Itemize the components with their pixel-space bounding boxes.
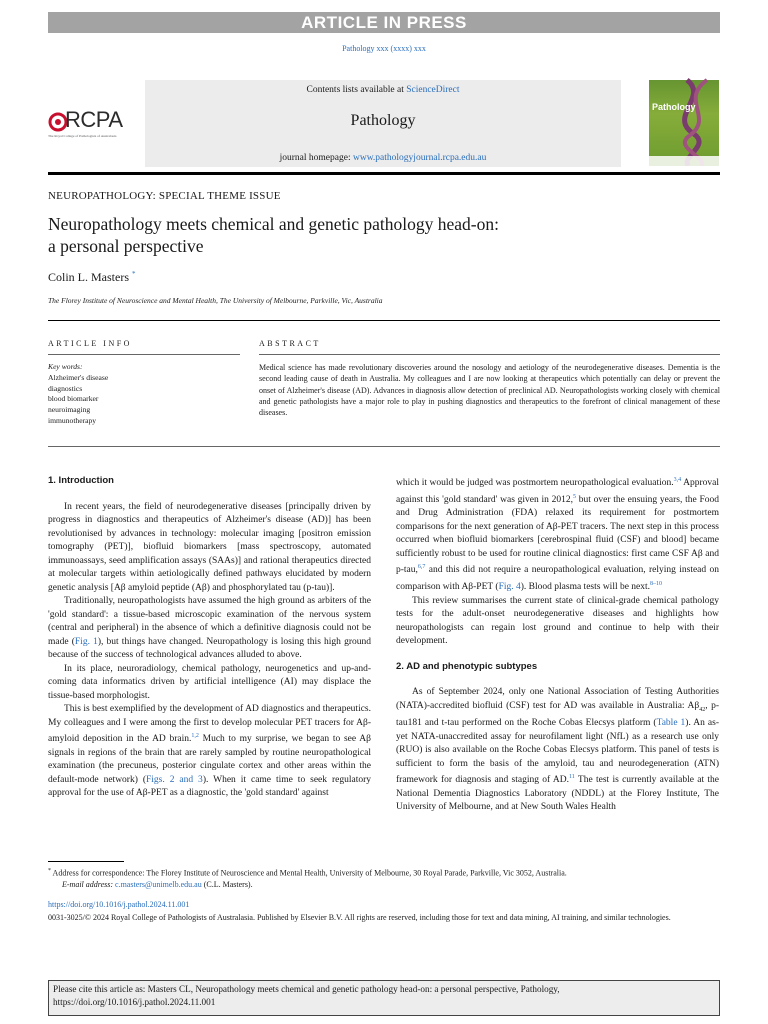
contents-line [145,85,621,95]
body-column-left [48,474,371,801]
author-affiliation: The Florey Institute of Neuroscience and Mental Health, The University of Melbourne, Parkville, Vic, Australia [48,296,383,305]
homepage-link[interactable]: www.pathologyjournal.rcpa.edu.au [352,153,487,163]
dna-helix-icon [649,72,719,166]
title-line-2: a personal perspective [48,236,204,256]
author-line [48,270,136,285]
footnote-divider [48,861,124,862]
masthead-center-panel [145,80,621,167]
figures-2-3-link[interactable]: Figs. 2 and 3 [146,774,203,785]
citation-link[interactable]: 8–10 [650,580,663,587]
keyword-item: immunotherapy [48,415,97,425]
rcpa-logo-subtitle: The Royal College of Pathologists of Australasia [48,134,117,138]
citation-link[interactable]: 3,4 [673,477,682,483]
paragraph: In its place, neuroradiology, chemical pathology, neurogenetics and up-and-coming data informatics driven by artificial intelligence (AI) may displace the tissue-based morphologist. [48,663,371,701]
doi-block [48,899,720,924]
sciencedirect-link[interactable]: ScienceDirect [406,85,460,95]
section-1-heading: 1. Introduction [48,475,114,486]
paragraph: This is best exemplified by the development of AD diagnostics and therapeutics. My colleagues and I were among the first to develop molecular PET tracers for Aβ-amyloid deposition in the AD brain.$^{1,2}$ Much to my surprise, we began to see Aβ signals in regions of the brain that are rarely sampled by routine neuropathological examination (the precuneus, posterior cingulate cortex and other areas within the default-mode network) (Figs. 2 and 3). When it came time to seek regulatory approval for the use of Aβ-PET as a diagnostic, the 'gold standard' against [48,704,372,799]
paragraph: In recent years, the field of neurodegenerative diseases [principally driven by progress in diagnostics and therapeutics of Alzheimer's disease (AD)] has been revolutionised by advances in technology: molecular imaging [positron emission tomography (PET)], biofluid biomarkers [mass spectroscopy, automated immunoassays, seed amplification assays (SAAs)] and rational therapeutics directed at molecular targets within aetiologically defined pathways elucidated by modern genetic analysis [Aβ amyloid peptide (Aβ) and phosphorylated tau (p-tau)]. [48,501,371,593]
paragraph: This review summarises the current state of clinical-grade chemical pathology tests for the adult-onset neurodegenerative diseases and highlights how neuropathologists can regain lost ground and continue to help with their development. [396,595,719,647]
info-divider [48,354,240,355]
rcpa-logo [48,107,138,137]
keywords-label: Key words: [48,362,83,371]
paragraph: Traditionally, neuropathologists have assumed the high ground as arbiters of the 'gold standard': a tissue-based microscopic examination of the nervous system (central and peripheral) in the absence of which a definitive diagnosis could not be made (Fig. 1), but things have changed. Neuropathology is losing this high ground because of the success of technological advances alluded to above. [48,596,371,660]
info-top-divider [48,320,720,321]
footnote-address: * Address for correspondence: The Florey Institute of Neuroscience and Mental Health, University of Melbourne, 30 Royal Parade, Parkville, Vic 3052, Australia. [48,868,567,878]
journal-cover-thumbnail [649,72,719,166]
rcpa-logo-text: RCPA [65,107,123,132]
keyword-item: diagnostics [48,383,83,393]
body-column-right [396,474,719,815]
citation-link[interactable]: 6,7 [417,564,426,571]
citation-box: Please cite this article as: Masters CL, Neuropathology meets chemical and genetic pathology head-on: a personal perspective, Pathology, https://doi.org/10.1016/j.pathol.2024.11.001 [48,980,720,1016]
homepage-line [145,153,621,163]
doi-link[interactable]: https://doi.org/10.1016/j.pathol.2024.11.001 [48,900,190,909]
cover-title: Pathology [652,102,696,112]
abstract-heading: ABSTRACT [259,339,321,348]
citation-link[interactable]: 1,2 [191,733,199,739]
keyword-item: blood biomarker [48,394,99,404]
masthead-divider [48,172,720,175]
abstract-divider [259,354,720,355]
correspondence-footnote [48,866,720,891]
paragraph: which it would be judged was postmortem neuropathological evaluation.$^{3,4}$ Approval against this 'gold standard' was given in 2012,$^5$ but over the ensuing years, the Food and Drug Administration (FDA) relaxed its requirement for postmortem comparisons for the next generation of Aβ-PET tracers. The next step in this process occurred when biofluid biomarkers [cerebrospinal fluid (CSF) and blood] became sufficiently robust to be used for routine clinical diagnostics: first came CSF Aβ and p-tau,$^{6,7}$ and this did not require a neuropathological evaluation, relying instead on comparison with Aβ-PET (Fig. 4). Blood plasma tests will be next.$^{8-10}$ [396,477,719,593]
figure-1-link[interactable]: Fig. 1 [74,636,98,647]
title-line-1: Neuropathology meets chemical and genetic pathology head-on: [48,214,499,234]
keywords-block [48,362,238,427]
journal-reference[interactable]: Pathology xxx (xxxx) xxx [342,44,426,53]
article-in-press-banner: ARTICLE IN PRESS [48,12,720,33]
citation-link[interactable]: 5 [573,493,577,500]
footnote-email: E-mail address: c.masters@unimelb.edu.au (C.L. Masters). [62,880,253,890]
contents-prefix: Contents lists available at [306,85,407,95]
journal-masthead [48,77,720,170]
author-name: Colin L. Masters [48,270,129,284]
author-footnote-mark[interactable]: * [132,270,136,278]
keyword-item: neuroimaging [48,405,91,415]
copyright-notice: 0031-3025/© 2024 Royal College of Pathologists of Australasia. Published by Elsevier B.V. All rights are reserved, including those for text and data mining, AI training, and similar technologies. [48,912,671,922]
abstract-text: Medical science has made revolutionary discoveries around the nosology and aetiology of the neurodegenerative diseases. Dementia is the second leading cause of death in Australia. My colleagues and I are now looking at therapeutics which potentially can delay or prevent the onset of Alzheimer's disease (AD). Advances in diagnosis allow detection of preclinical AD. Neuropathologists working closely with chemical and genetic pathologists have a major role to play in pushing diagnostics and therapeutics to the forefront of clinical management of these diseases. [259,363,720,418]
section-2-heading: 2. AD and phenotypic subtypes [396,660,538,672]
abstract-bottom-divider [48,446,720,447]
citation-link[interactable]: 11 [569,774,575,781]
section-label: NEUROPATHOLOGY: SPECIAL THEME ISSUE [48,190,281,202]
keyword-item: Alzheimer's disease [48,372,109,382]
journal-name: Pathology [350,112,416,129]
email-link[interactable]: c.masters@unimelb.edu.au [115,880,202,890]
figure-4-link[interactable]: Fig. 4 [498,582,521,593]
paragraph: As of September 2024, only one National Association of Testing Authorities (NATA)-accredited biofluid (CSF) test for AD was available in Australia: $A\beta_{42}$, p-tau181 and t-tau performed on the Roche Cobas Elecsys platform (Table 1). An as-yet NATA-unaccredited assay for neurofilament light (NfL) as a research use only (RUO) is also available on the Roche Cobas Elecsys platform. This panel of tests is sufficient to form the basis of the amyloid, tau and neurodegeneration (ATN) framework for diagnosis and staging of AD.$^{11}$ The test is currently available at the National Dementia Diagnostics Laboratory (NDDL) at the Florey Institute, The University of Melbourne, and at New South Wales Health [396,687,720,813]
table-1-link[interactable]: Table 1 [656,718,686,729]
article-info-heading: ARTICLE INFO [48,339,132,348]
article-title [48,213,608,257]
homepage-prefix: journal homepage: [279,153,353,163]
